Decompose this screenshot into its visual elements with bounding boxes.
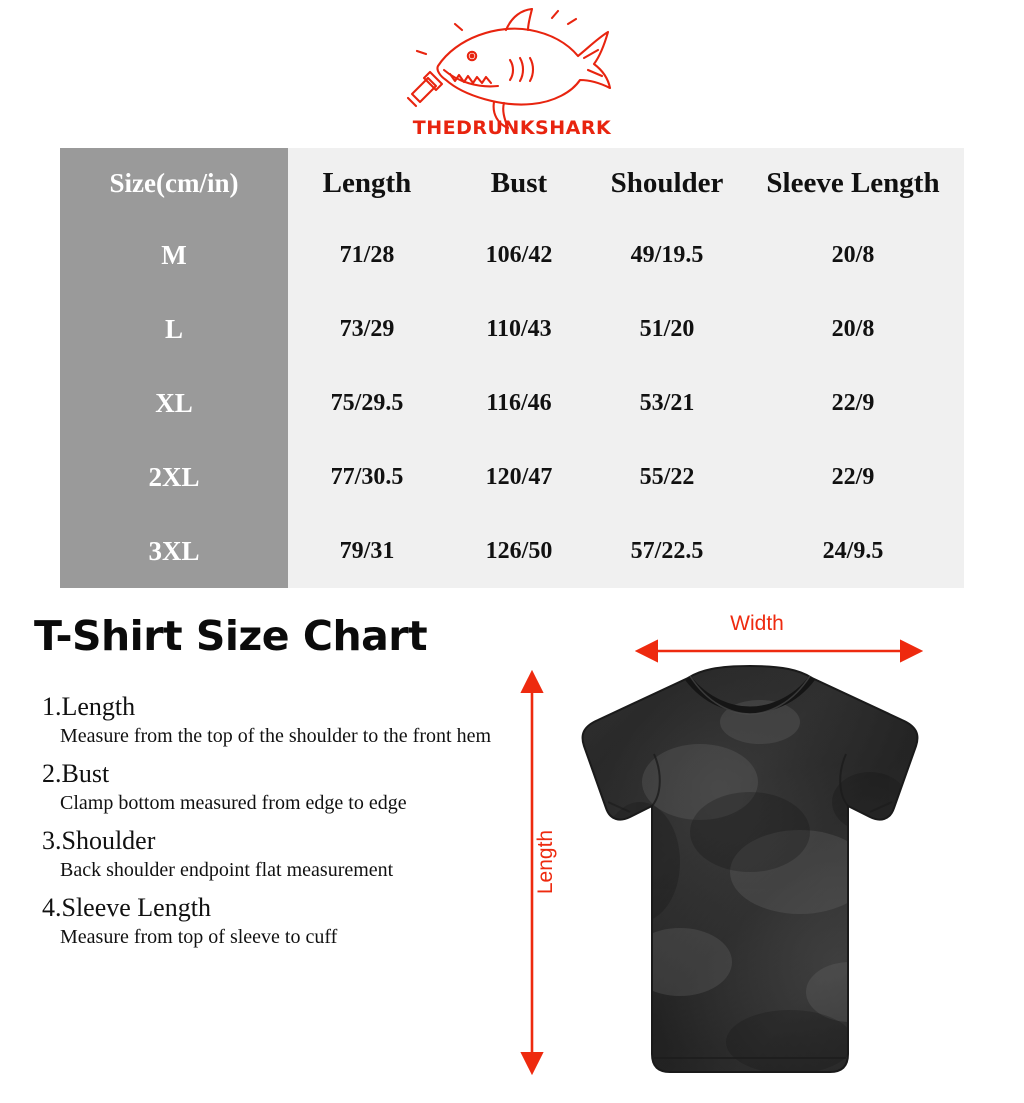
note-description: Back shoulder endpoint flat measurement xyxy=(60,858,394,881)
table-row xyxy=(60,440,964,514)
table-row xyxy=(60,218,964,292)
note-item xyxy=(38,759,508,816)
cell-shoulder: 53/21 xyxy=(592,366,742,440)
cell-sleeve: 22/9 xyxy=(742,440,964,514)
cell-length: 77/30.5 xyxy=(288,440,446,514)
note-heading: 3.Shoulder xyxy=(42,825,156,855)
cell-length: 79/31 xyxy=(288,514,446,588)
brand-wordmark: THEDRUNKSHARK xyxy=(412,117,612,139)
column-header-size: Size(cm/in) xyxy=(60,148,288,218)
width-label: Width xyxy=(730,612,784,635)
brand-logo xyxy=(0,4,1024,144)
note-heading: 4.Sleeve Length xyxy=(42,892,211,922)
note-description: Measure from the top of the shoulder to the front hem xyxy=(60,724,491,747)
note-item xyxy=(38,826,508,883)
table-row xyxy=(60,514,964,588)
note-description: Measure from top of sleeve to cuff xyxy=(60,925,338,948)
cell-length: 73/29 xyxy=(288,292,446,366)
cell-bust: 120/47 xyxy=(446,440,592,514)
cell-sleeve: 22/9 xyxy=(742,366,964,440)
cell-bust: 126/50 xyxy=(446,514,592,588)
note-item xyxy=(38,893,508,950)
cell-size: XL xyxy=(60,366,288,440)
cell-size: 3XL xyxy=(60,514,288,588)
cell-size: L xyxy=(60,292,288,366)
cell-size: 2XL xyxy=(60,440,288,514)
cell-sleeve: 20/8 xyxy=(742,218,964,292)
tshirt-illustration xyxy=(550,662,950,1082)
cell-length: 71/28 xyxy=(288,218,446,292)
shark-logo xyxy=(402,8,622,140)
cell-sleeve: 24/9.5 xyxy=(742,514,964,588)
column-header-bust: Bust xyxy=(446,148,592,218)
cell-size: M xyxy=(60,218,288,292)
cell-bust: 116/46 xyxy=(446,366,592,440)
column-header-shoulder: Shoulder xyxy=(592,148,742,218)
column-header-length: Length xyxy=(288,148,446,218)
column-header-sleeve: Sleeve Length xyxy=(742,148,964,218)
table-row xyxy=(60,292,964,366)
measurement-guide-section xyxy=(0,600,1024,1103)
cell-bust: 110/43 xyxy=(446,292,592,366)
note-item xyxy=(38,692,508,749)
note-description: Clamp bottom measured from edge to edge xyxy=(60,791,407,814)
note-heading: 1.Length xyxy=(42,692,136,721)
size-table xyxy=(60,148,964,588)
cell-shoulder: 57/22.5 xyxy=(592,514,742,588)
note-heading: 2.Bust xyxy=(42,758,110,788)
length-label: Length xyxy=(534,829,557,895)
measurement-notes xyxy=(38,692,508,960)
table-row xyxy=(60,366,964,440)
cell-bust: 106/42 xyxy=(446,218,592,292)
table-header-row xyxy=(60,148,964,218)
tshirt-diagram xyxy=(490,600,1024,1103)
page-title: T-Shirt Size Chart xyxy=(34,612,428,660)
cell-length: 75/29.5 xyxy=(288,366,446,440)
cell-shoulder: 55/22 xyxy=(592,440,742,514)
cell-shoulder: 49/19.5 xyxy=(592,218,742,292)
cell-sleeve: 20/8 xyxy=(742,292,964,366)
cell-shoulder: 51/20 xyxy=(592,292,742,366)
